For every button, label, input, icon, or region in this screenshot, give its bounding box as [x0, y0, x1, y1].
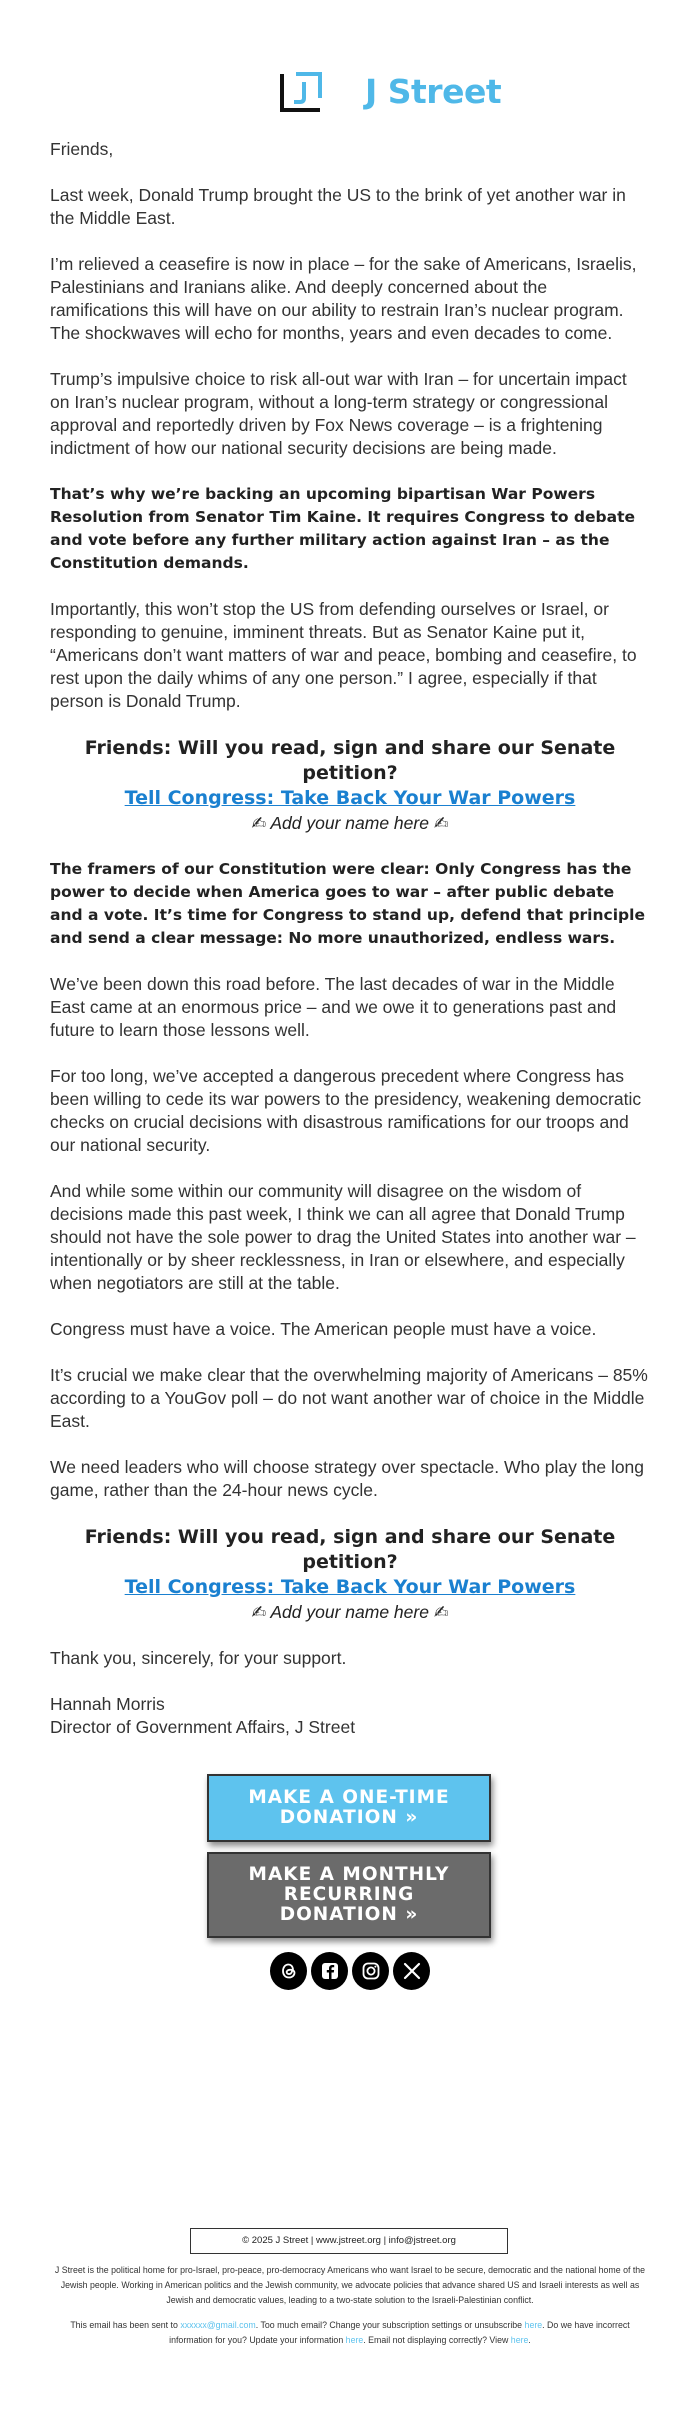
one-time-donation-label: MAKE A ONE-TIME DONATION » [248, 1787, 450, 1828]
cta-heading: Friends: Will you read, sign and share our Senate petition? [84, 1526, 616, 1573]
add-name-link[interactable] [50, 811, 650, 835]
footer-contact: © 2025 J Street | www.jstreet.org | info@jstreet.org [190, 2228, 508, 2254]
monthly-donation-button[interactable] [207, 1852, 491, 1938]
paragraph: Trump’s impulsive choice to risk all-out war with Iran – for uncertain impact on Iran’s nuclear program, without a long-term strategy or congressional approval and reportedly driven by Fox News coverage – is a frightening indictment of how our national security decisions are being made. [50, 369, 627, 458]
greeting: Friends, [50, 139, 114, 159]
petition-cta [50, 1525, 650, 1624]
signature [50, 1693, 650, 1739]
bold-paragraph: That’s why we’re backing an upcoming bipartisan War Powers Resolution from Senator Tim Kaine. It requires Congress to debate and vote before any further military action against Iran – as the Constitution demands. [50, 485, 636, 572]
paragraph: Congress must have a voice. The American people must have a voice. [50, 1319, 597, 1339]
footer-text-segment: . [528, 2335, 531, 2345]
j-bracket-logo-icon [276, 68, 336, 116]
footer-text-segment: . Too much email? Change your subscription settings or unsubscribe [255, 2320, 523, 2330]
writing-hand-icon: ✍ [251, 1602, 267, 1622]
cta-heading: Friends: Will you read, sign and share our Senate petition? [84, 737, 616, 784]
footer-text-segment: . Email not displaying correctly? View [363, 2335, 509, 2345]
writing-hand-icon: ✍ [251, 813, 267, 833]
petition-link[interactable]: Tell Congress: Take Back Your War Powers [124, 1576, 576, 1598]
social-links [270, 1952, 430, 1992]
instagram-icon[interactable] [352, 1952, 389, 1990]
unsubscribe-link[interactable]: here [524, 2320, 543, 2330]
recipient-email-link[interactable]: xxxxxx@gmail.com [180, 2320, 256, 2330]
add-name-link[interactable] [50, 1600, 650, 1624]
monthly-donation-label: MAKE A MONTHLY RECURRING DONATION » [248, 1864, 450, 1925]
update-info-link[interactable]: here [345, 2335, 364, 2345]
paragraph: We’ve been down this road before. The last decades of war in the Middle East came at an enormous price – and we owe it to generations past and future to learn those lessons well. [50, 974, 617, 1040]
paragraph: And while some within our community will disagree on the wisdom of decisions made this past week, I think we can all agree that Donald Trump should not have the sole power to drag the United States into another war – intentionally or by sheer recklessness, in Iran or elsewhere, and especially when negotiators are still at the table. [50, 1181, 636, 1293]
paragraph: For too long, we’ve accepted a dangerous precedent where Congress has been willing to cede its war powers to the presidency, weakening democratic checks on crucial decisions with disastrous ramifications for our troops and our national security. [50, 1066, 642, 1155]
view-in-browser-link[interactable]: here [510, 2335, 529, 2345]
one-time-donation-button[interactable] [207, 1774, 491, 1842]
brand-name: J Street [365, 72, 502, 111]
closing: Thank you, sincerely, for your support. [50, 1648, 347, 1668]
paragraph: It’s crucial we make clear that the overwhelming majority of Americans – 85% according to a YouGov poll – do not want another war of choice in the Middle East. [50, 1365, 648, 1431]
paragraph: Importantly, this won’t stop the US from defending ourselves or Israel, or responding to genuine, imminent threats. But as Senator Kaine put it, “Americans don’t want matters of war and peace, bombing and ceasefire, to rest upon the daily whims of any one person.” I agree, especially if that person is Donald Trump. [50, 599, 637, 711]
writing-hand-icon: ✍ [433, 1602, 449, 1622]
email-body [50, 138, 650, 1739]
paragraph: I’m relieved a ceasefire is now in place – for the sake of Americans, Israelis, Palestinians and Iranians alike. And deeply concerned about the ramifications this will have on our ability to restrain Iran’s nuclear program. The shockwaves will echo for months, years and even decades to come. [50, 254, 637, 343]
x-icon[interactable] [393, 1952, 430, 1990]
paragraph: We need leaders who will choose strategy over spectacle. Who play the long game, rather than the 24-hour news cycle. [50, 1457, 645, 1500]
signer-title: Director of Government Affairs, J Street [50, 1717, 356, 1737]
petition-link[interactable]: Tell Congress: Take Back Your War Powers [124, 787, 576, 809]
footer-text-segment: . Do we have incorrect information for you? Update your information [169, 2320, 630, 2345]
footer-about: J Street is the political home for pro-Israel, pro-peace, pro-democracy Americans who want Israel to be secure, democratic and the national home of the Jewish people. Working in American politics and the Jewish community, we advocate policies that advance shared US and Israeli interests as well as Jewish and democratic values, leading to a two-state solution to the Israeli-Palestinian conflict. [54, 2265, 646, 2305]
paragraph: Last week, Donald Trump brought the US to the brink of yet another war in the Middle East. [50, 185, 626, 228]
signer-name: Hannah Morris [50, 1694, 165, 1714]
threads-icon[interactable] [270, 1952, 307, 1990]
petition-cta [50, 736, 650, 835]
add-name-label: Add your name here [270, 1602, 429, 1622]
add-name-label: Add your name here [270, 813, 429, 833]
writing-hand-icon: ✍ [433, 813, 449, 833]
facebook-icon[interactable] [311, 1952, 348, 1990]
footer-subscription [50, 2318, 650, 2348]
bold-paragraph: The framers of our Constitution were clear: Only Congress has the power to decide when America goes to war – after public debate and a vote. It’s time for Congress to stand up, defend that principle and send a clear message: No more unauthorized, endless wars. [50, 860, 645, 947]
footer-text-segment: This email has been sent to [70, 2320, 178, 2330]
